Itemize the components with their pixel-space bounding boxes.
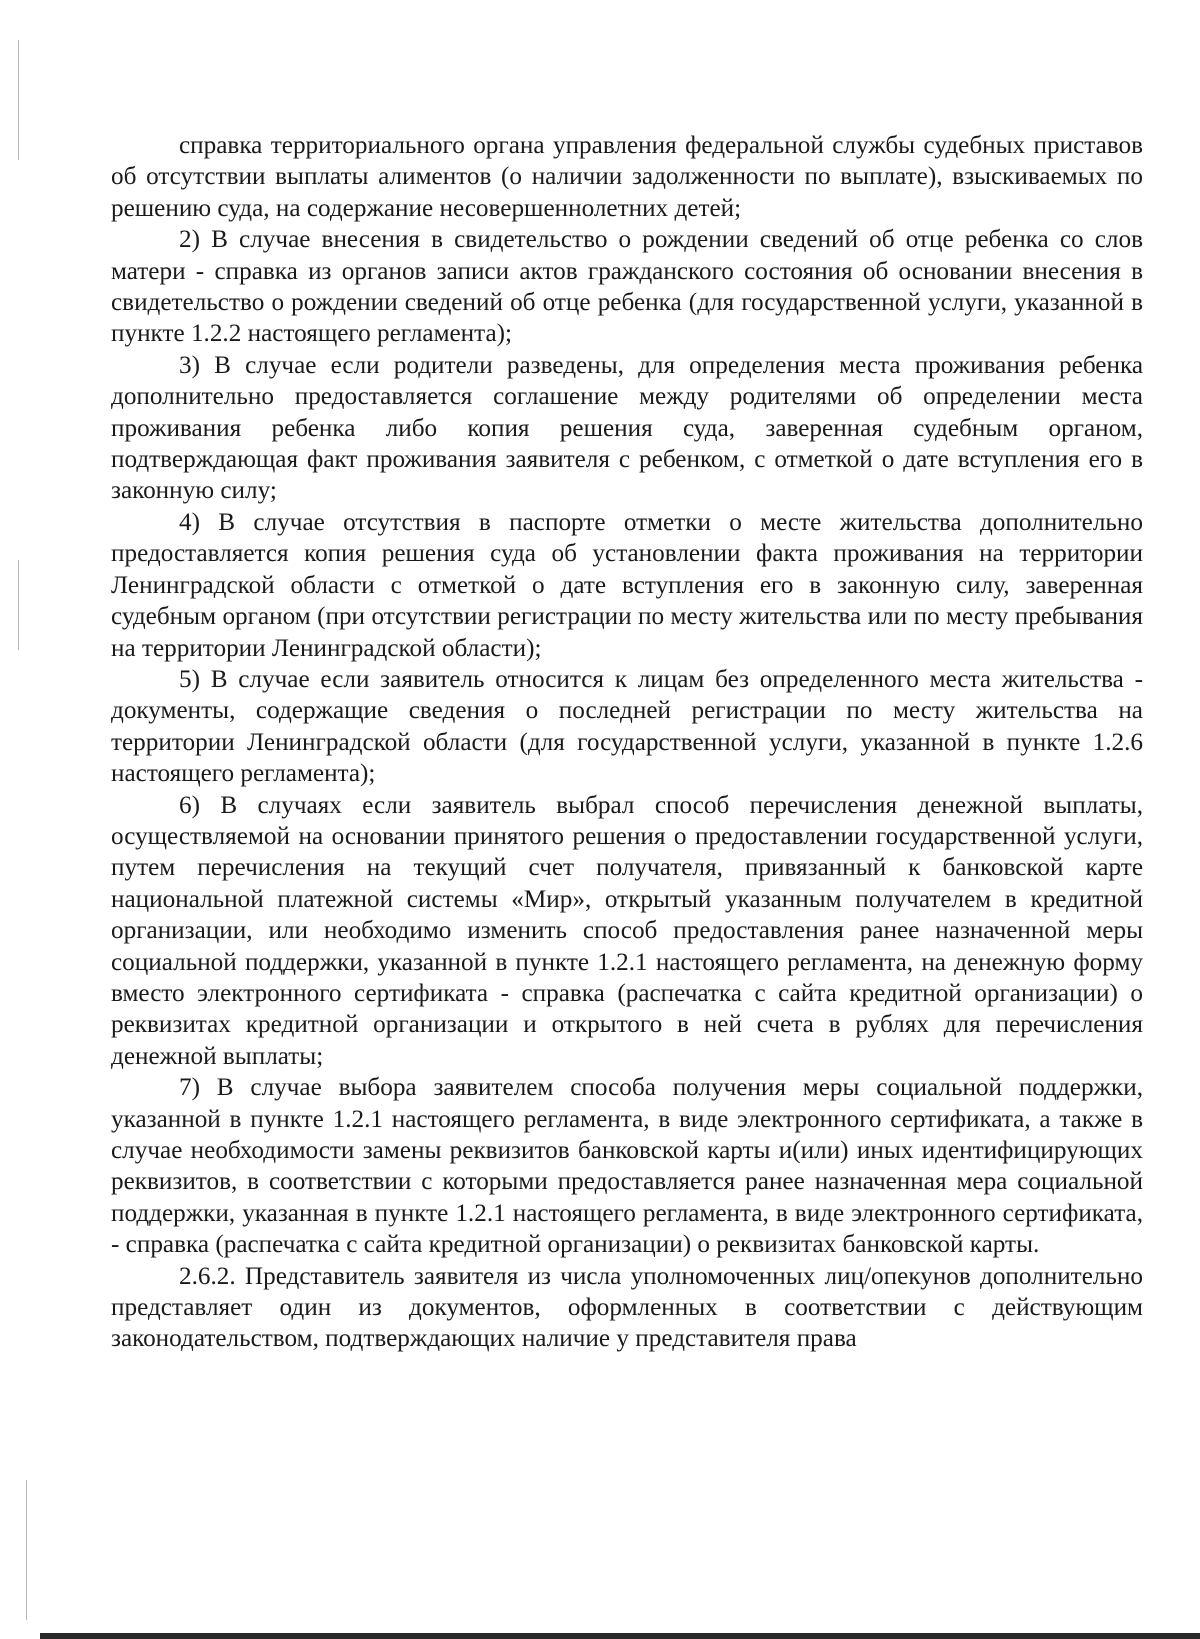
scan-edge-mark xyxy=(18,560,19,650)
paragraph-section-2-6-2: 2.6.2. Представитель заявителя из числа уполномоченных лиц/опекунов дополнительно представляет один из документов, оформленных в соответствии с действующим законодательством, подтверждающих наличие у представителя права xyxy=(111,1262,1143,1353)
paragraph-item-7: 7) В случае выбора заявителем способа получения меры социальной поддержки, указанной в пункте 1.2.1 настоящего регламента, в виде электронного сертификата, а также в случае необходимости замены реквизитов банковской карты и(или) иных идентифицирующих реквизитов, в соответствии с которыми предоставляется ранее назначенная мера социальной поддержки, указанная в пункте 1.2.1 настоящего регламента, в виде электронного сертификата, - справка (распечатка с сайта кредитной организации) о реквизитах банковской карты. xyxy=(111,1074,1143,1259)
paragraph-item-4: 4) В случае отсутствия в паспорте отметки о месте жительства дополнительно предоставляется копия решения суда об установлении факта проживания на территории Ленинградской области с отметкой о дате вступления его в законную силу, заверенная судебным органом (при отсутствии регистрации по месту жительства или по месту пребывания на территории Ленинградской области); xyxy=(111,508,1143,662)
scan-bottom-edge xyxy=(40,1633,1200,1639)
document-body xyxy=(111,130,1143,1355)
scan-edge-mark xyxy=(18,40,19,160)
scan-edge-mark xyxy=(26,1480,27,1620)
paragraph-item-2: 2) В случае внесения в свидетельство о рождении сведений об отце ребенка со слов матери - справка из органов записи актов гражданского состояния об основании внесения в свидетельство о рождении сведений об отце ребенка (для государственной услуги, указанной в пункте 1.2.2 настоящего регламента); xyxy=(111,226,1143,348)
paragraph-item-6: 6) В случаях если заявитель выбрал способ перечисления денежной выплаты, осуществляемой на основании принятого решения о предоставлении государственной услуги, путем перечисления на текущий счет получателя, привязанный к банковской карте национальной платежной системы «Мир», открытый указанным получателем в кредитной организации, или необходимо изменить способ предоставления ранее назначенной меры социальной поддержки, указанной в пункте 1.2.1 настоящего регламента, на денежную форму вместо электронного сертификата - справка (распечатка с сайта кредитной организации) о реквизитах кредитной организации и открытого в ней счета в рублях для перечисления денежной выплаты; xyxy=(111,791,1143,1070)
paragraph-item-3: 3) В случае если родители разведены, для определения места проживания ребенка дополнительно предоставляется соглашение между родителями об определении места проживания ребенка либо копия решения суда, заверенная судебным органом, подтверждающая факт проживания заявителя с ребенком, с отметкой о дате вступления его в законную силу; xyxy=(111,351,1143,505)
paragraph-item-5: 5) В случае если заявитель относится к лицам без определенного места жительства - документы, содержащие сведения о последней регистрации по месту жительства на территории Ленинградской области (для государственной услуги, указанной в пункте 1.2.6 настоящего регламента); xyxy=(111,665,1143,788)
paragraph-certificate-bailiffs: справка территориального органа управления федеральной службы судебных приставов об отсутствии выплаты алиментов (о наличии задолженности по выплате), взыскиваемых по решению суда, на содержание несовершеннолетних детей; xyxy=(111,132,1143,222)
